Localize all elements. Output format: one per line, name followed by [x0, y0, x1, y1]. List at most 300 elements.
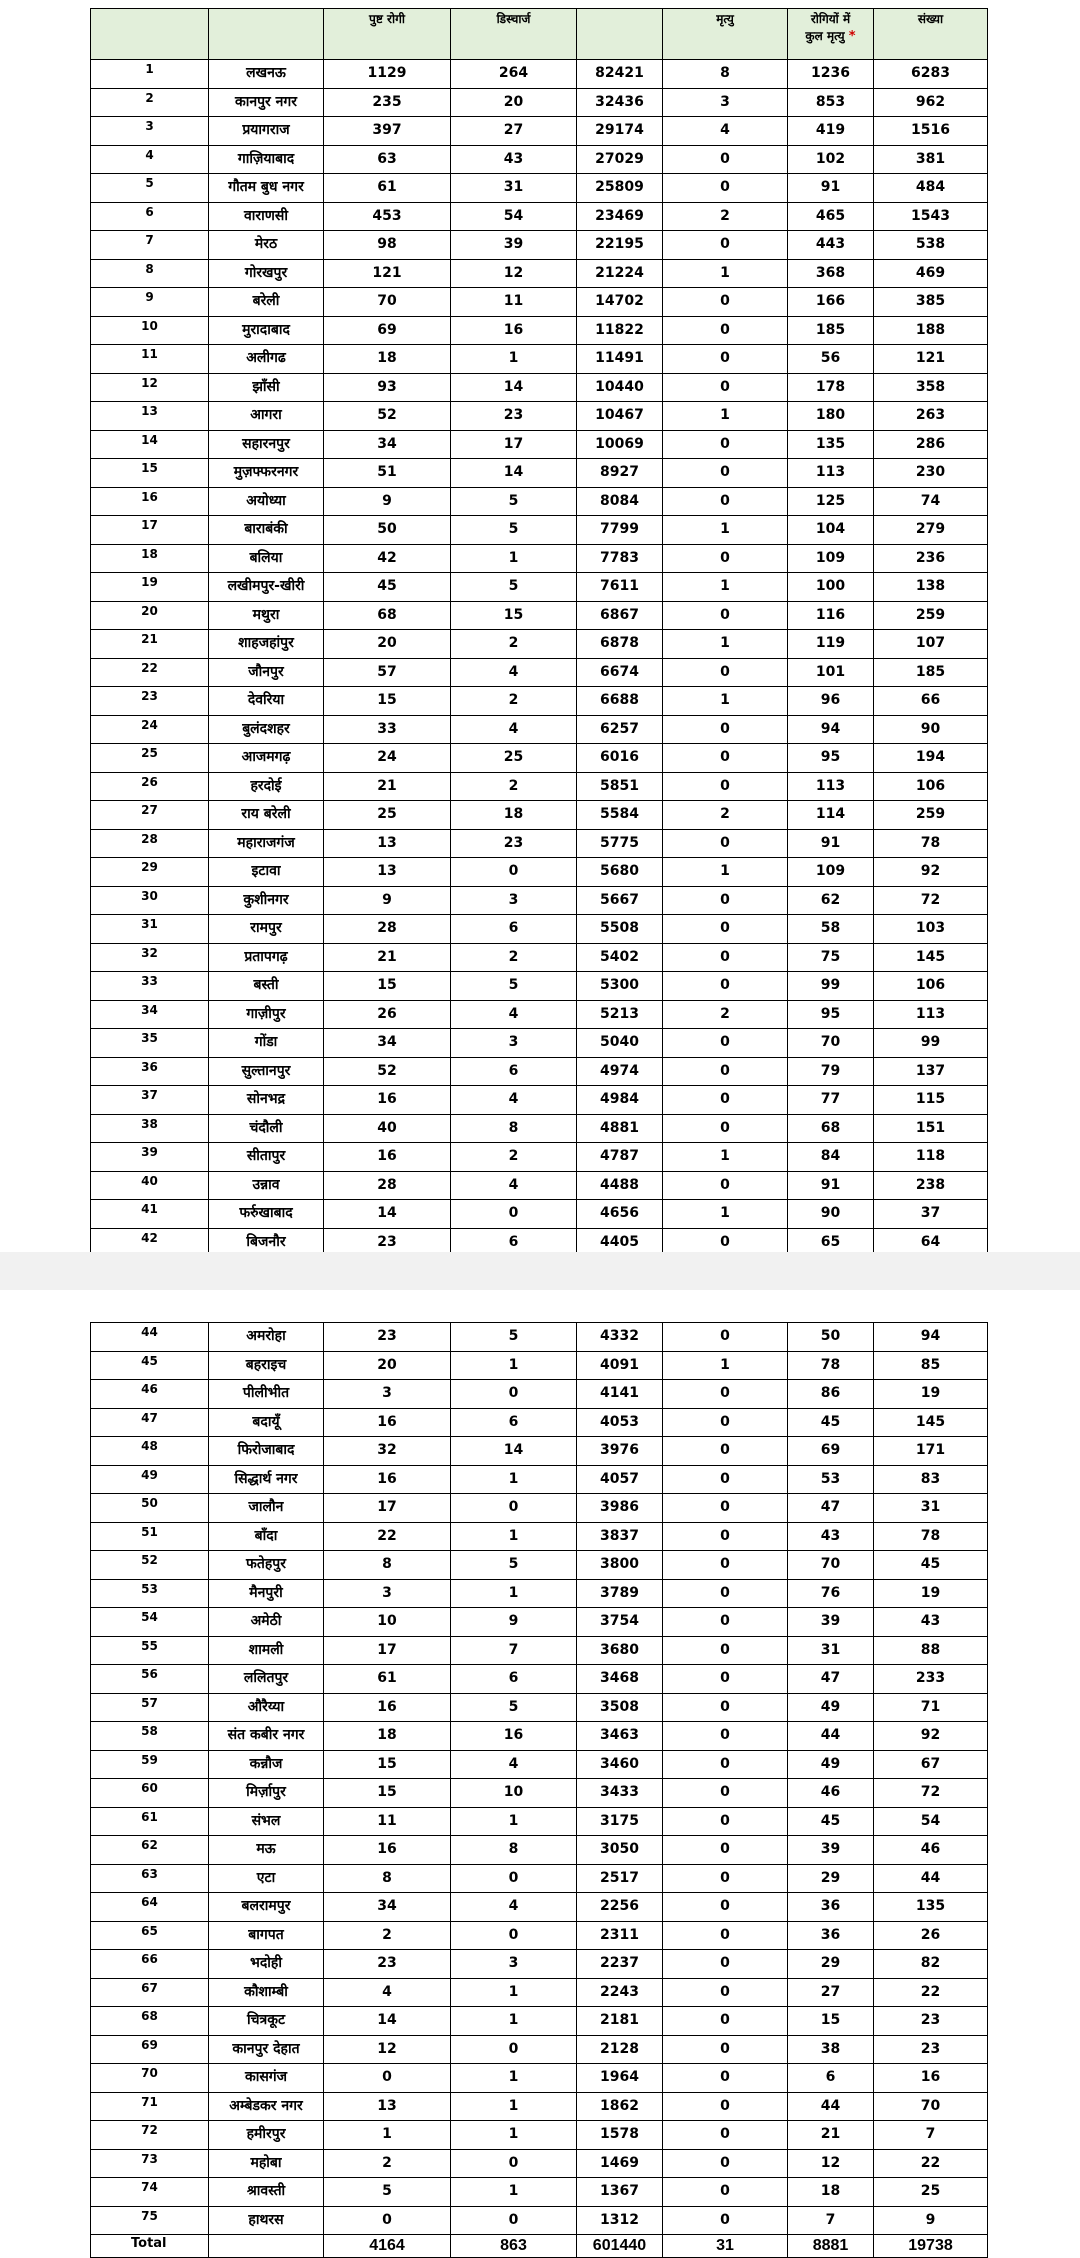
cell-positive: 0 [324, 2064, 451, 2093]
cell-discharged: 4 [451, 658, 577, 687]
table-row [91, 402, 988, 431]
cell-deaths: 1 [663, 687, 788, 716]
cell-deaths: 0 [663, 715, 788, 744]
cell-discharged: 43 [451, 145, 577, 174]
cell-district: लखीमपुर-खीरी [209, 573, 324, 602]
cell-district: देवरिया [209, 687, 324, 716]
cell-count: 90 [874, 715, 988, 744]
cell-cumulative-deaths: 853 [788, 88, 874, 117]
cell-deaths: 0 [663, 174, 788, 203]
cell-positive: 11 [324, 1807, 451, 1836]
cell-sno: 66 [91, 1950, 209, 1979]
cell-count: 67 [874, 1750, 988, 1779]
cell-deaths: 0 [663, 943, 788, 972]
header-count: संख्या [874, 9, 988, 60]
cell-discharged: 1 [451, 1579, 577, 1608]
cell-district: गौतम बुध नगर [209, 174, 324, 203]
cell-district: कानपुर नगर [209, 88, 324, 117]
table-row [91, 943, 988, 972]
cell-total: 3175 [577, 1807, 663, 1836]
cell-positive: 21 [324, 943, 451, 972]
table-row [91, 1086, 988, 1115]
cell-positive: 1129 [324, 60, 451, 89]
cell-discharged: 11 [451, 288, 577, 317]
cell-deaths: 0 [663, 145, 788, 174]
cell-district: शाहजहांपुर [209, 630, 324, 659]
header-cumulative-deaths-line1: रोगियों में [810, 12, 851, 26]
cell-cumulative-deaths: 465 [788, 202, 874, 231]
cell-cumulative-deaths: 79 [788, 1057, 874, 1086]
cell-district: मथुरा [209, 601, 324, 630]
cell-total: 3433 [577, 1779, 663, 1808]
table-row [91, 430, 988, 459]
cell-count: 19 [874, 1579, 988, 1608]
cell-discharged: 1 [451, 2064, 577, 2093]
cell-total: 3789 [577, 1579, 663, 1608]
cell-total: 11822 [577, 316, 663, 345]
cell-deaths: 1 [663, 630, 788, 659]
cell-positive: 34 [324, 1893, 451, 1922]
table-row [91, 915, 988, 944]
cell-count: 115 [874, 1086, 988, 1115]
cell-total: 6878 [577, 630, 663, 659]
cell-district: पीलीभीत [209, 1380, 324, 1409]
cell-count: 70 [874, 2092, 988, 2121]
cell-count: 279 [874, 516, 988, 545]
cell-count: 7 [874, 2121, 988, 2150]
cell-deaths: 0 [663, 886, 788, 915]
cell-positive: 121 [324, 259, 451, 288]
table-body-part-2 [91, 1323, 988, 2235]
table-row [91, 1950, 988, 1979]
cell-count: 188 [874, 316, 988, 345]
cell-cumulative-deaths: 38 [788, 2035, 874, 2064]
cell-positive: 16 [324, 1693, 451, 1722]
cell-positive: 21 [324, 772, 451, 801]
cell-deaths: 2 [663, 801, 788, 830]
cell-positive: 34 [324, 430, 451, 459]
cell-cumulative-deaths: 135 [788, 430, 874, 459]
cell-total: 23469 [577, 202, 663, 231]
cell-count: 72 [874, 1779, 988, 1808]
cell-deaths: 0 [663, 544, 788, 573]
cell-deaths: 0 [663, 231, 788, 260]
cell-deaths: 0 [663, 1437, 788, 1466]
cell-district: वाराणसी [209, 202, 324, 231]
cell-deaths: 0 [663, 1978, 788, 2007]
cell-sno: 10 [91, 316, 209, 345]
header-positive: पुष्ट रोगी [324, 9, 451, 60]
cell-total: 3754 [577, 1608, 663, 1637]
cell-cumulative-deaths: 39 [788, 1608, 874, 1637]
cell-cumulative-deaths: 166 [788, 288, 874, 317]
cell-deaths: 1 [663, 259, 788, 288]
cell-sno: 8 [91, 259, 209, 288]
cell-sno: 64 [91, 1893, 209, 1922]
cell-cumulative-deaths: 178 [788, 373, 874, 402]
cell-discharged: 6 [451, 1665, 577, 1694]
table-body-part-1 [91, 60, 988, 1286]
cell-count: 381 [874, 145, 988, 174]
cell-positive: 235 [324, 88, 451, 117]
cell-count: 121 [874, 345, 988, 374]
cell-count: 23 [874, 2035, 988, 2064]
cell-positive: 25 [324, 801, 451, 830]
cell-discharged: 27 [451, 117, 577, 146]
cell-cumulative-deaths: 12 [788, 2149, 874, 2178]
cell-sno: 68 [91, 2007, 209, 2036]
cell-count: 37 [874, 1200, 988, 1229]
cell-total: 5300 [577, 972, 663, 1001]
cell-district: अलीगढ [209, 345, 324, 374]
header-sno [91, 9, 209, 60]
cell-district: जौनपुर [209, 658, 324, 687]
table-row [91, 117, 988, 146]
cell-district: फिरोजाबाद [209, 1437, 324, 1466]
cell-count: 385 [874, 288, 988, 317]
cell-count: 44 [874, 1864, 988, 1893]
cell-sno: 19 [91, 573, 209, 602]
cell-positive: 52 [324, 1057, 451, 1086]
cell-total: 25809 [577, 174, 663, 203]
cell-cumulative-deaths: 104 [788, 516, 874, 545]
cell-total: 6867 [577, 601, 663, 630]
page-separator [0, 1252, 1080, 1290]
cell-district: बहराइच [209, 1351, 324, 1380]
table-row [91, 231, 988, 260]
cell-district: संभल [209, 1807, 324, 1836]
table-row [91, 1779, 988, 1808]
cell-district: चंदौली [209, 1114, 324, 1143]
cell-total: 5584 [577, 801, 663, 830]
cell-discharged: 1 [451, 1465, 577, 1494]
cell-district: फर्रुखाबाद [209, 1200, 324, 1229]
cell-deaths: 0 [663, 1779, 788, 1808]
cell-discharged: 14 [451, 459, 577, 488]
cell-total: 8084 [577, 487, 663, 516]
cell-count: 64 [874, 1228, 988, 1257]
cell-district: मैनपुरी [209, 1579, 324, 1608]
cell-discharged: 0 [451, 2206, 577, 2235]
cell-discharged: 2 [451, 1143, 577, 1172]
cell-cumulative-deaths: 114 [788, 801, 874, 830]
cell-deaths: 0 [663, 772, 788, 801]
cell-total: 1367 [577, 2178, 663, 2207]
cell-cumulative-deaths: 62 [788, 886, 874, 915]
cell-discharged: 264 [451, 60, 577, 89]
cell-cumulative-deaths: 69 [788, 1437, 874, 1466]
cell-cumulative-deaths: 70 [788, 1029, 874, 1058]
cell-cumulative-deaths: 95 [788, 1000, 874, 1029]
table-row [91, 886, 988, 915]
table-row [91, 2149, 988, 2178]
total-district [209, 2235, 324, 2258]
cell-count: 135 [874, 1893, 988, 1922]
cell-district: अयोध्या [209, 487, 324, 516]
cell-discharged: 25 [451, 744, 577, 773]
table-row [91, 1057, 988, 1086]
cell-deaths: 0 [663, 601, 788, 630]
cell-total: 5213 [577, 1000, 663, 1029]
cell-deaths: 0 [663, 1836, 788, 1865]
cell-deaths: 0 [663, 972, 788, 1001]
cell-positive: 23 [324, 1950, 451, 1979]
cell-discharged: 7 [451, 1636, 577, 1665]
cell-total: 82421 [577, 60, 663, 89]
cell-positive: 10 [324, 1608, 451, 1637]
cell-district: बुलंदशहर [209, 715, 324, 744]
cell-district: चित्रकूट [209, 2007, 324, 2036]
cell-cumulative-deaths: 36 [788, 1921, 874, 1950]
cell-district: इटावा [209, 858, 324, 887]
cell-positive: 34 [324, 1029, 451, 1058]
table-row [91, 1114, 988, 1143]
header-cumulative-deaths [788, 9, 874, 60]
cell-district: बदायूँ [209, 1408, 324, 1437]
cell-deaths: 0 [663, 1864, 788, 1893]
cell-total: 6688 [577, 687, 663, 716]
cell-district: कानपुर देहात [209, 2035, 324, 2064]
cell-positive: 26 [324, 1000, 451, 1029]
cell-discharged: 1 [451, 2092, 577, 2121]
cell-cumulative-deaths: 58 [788, 915, 874, 944]
header-cumulative-deaths-line2: कुल मृत्यु [805, 29, 845, 43]
cell-count: 145 [874, 943, 988, 972]
cell-discharged: 12 [451, 259, 577, 288]
cell-discharged: 5 [451, 1323, 577, 1352]
cell-positive: 18 [324, 345, 451, 374]
cell-district: हरदोई [209, 772, 324, 801]
table-row [91, 288, 988, 317]
cell-sno: 7 [91, 231, 209, 260]
cell-sno: 25 [91, 744, 209, 773]
cell-district: महोबा [209, 2149, 324, 2178]
cell-discharged: 1 [451, 1351, 577, 1380]
cell-district: बलरामपुर [209, 1893, 324, 1922]
cell-total: 5680 [577, 858, 663, 887]
cell-sno: 3 [91, 117, 209, 146]
cell-discharged: 1 [451, 2121, 577, 2150]
footnote-mark: * [848, 29, 856, 44]
cell-sno: 51 [91, 1522, 209, 1551]
header-district [209, 9, 324, 60]
cell-sno: 39 [91, 1143, 209, 1172]
cell-district: महाराजगंज [209, 829, 324, 858]
cell-total: 4787 [577, 1143, 663, 1172]
cell-district: संत कबीर नगर [209, 1722, 324, 1751]
cell-district: मिर्ज़ापुर [209, 1779, 324, 1808]
cell-total: 10467 [577, 402, 663, 431]
cell-total: 2181 [577, 2007, 663, 2036]
table-row [91, 1522, 988, 1551]
cell-discharged: 0 [451, 858, 577, 887]
cell-district: बाँदा [209, 1522, 324, 1551]
cell-deaths: 0 [663, 1608, 788, 1637]
table-row [91, 1171, 988, 1200]
cell-count: 194 [874, 744, 988, 773]
cell-district: उन्नाव [209, 1171, 324, 1200]
cell-discharged: 3 [451, 886, 577, 915]
cell-discharged: 1 [451, 1522, 577, 1551]
cell-count: 78 [874, 1522, 988, 1551]
cell-total: 3976 [577, 1437, 663, 1466]
cell-cumulative-deaths: 99 [788, 972, 874, 1001]
cell-positive: 22 [324, 1522, 451, 1551]
cell-positive: 57 [324, 658, 451, 687]
cell-count: 23 [874, 2007, 988, 2036]
cell-total: 3468 [577, 1665, 663, 1694]
cell-cumulative-deaths: 116 [788, 601, 874, 630]
table-row [91, 858, 988, 887]
cell-deaths: 0 [663, 2206, 788, 2235]
total-deaths: 31 [663, 2235, 788, 2258]
cell-district: आगरा [209, 402, 324, 431]
table-row [91, 1380, 988, 1409]
table-row [91, 972, 988, 1001]
table-row [91, 1579, 988, 1608]
cell-count: 358 [874, 373, 988, 402]
table-row [91, 316, 988, 345]
table-row [91, 145, 988, 174]
cell-sno: 20 [91, 601, 209, 630]
cell-cumulative-deaths: 94 [788, 715, 874, 744]
cell-deaths: 2 [663, 1000, 788, 1029]
cell-total: 5402 [577, 943, 663, 972]
cell-total: 4141 [577, 1380, 663, 1409]
cell-deaths: 1 [663, 1143, 788, 1172]
table-row [91, 1029, 988, 1058]
cell-discharged: 5 [451, 1551, 577, 1580]
cell-deaths: 0 [663, 2121, 788, 2150]
table-row [91, 630, 988, 659]
cell-district: सिद्धार्थ नगर [209, 1465, 324, 1494]
cell-district: आजमगढ़ [209, 744, 324, 773]
cell-cumulative-deaths: 29 [788, 1864, 874, 1893]
table-row [91, 1722, 988, 1751]
cell-discharged: 9 [451, 1608, 577, 1637]
cell-cumulative-deaths: 185 [788, 316, 874, 345]
cell-deaths: 1 [663, 402, 788, 431]
cell-positive: 45 [324, 573, 451, 602]
cell-cumulative-deaths: 45 [788, 1408, 874, 1437]
cell-district: सोनभद्र [209, 1086, 324, 1115]
table-row [91, 658, 988, 687]
cell-deaths: 0 [663, 1086, 788, 1115]
cell-positive: 2 [324, 1921, 451, 1950]
cell-discharged: 23 [451, 829, 577, 858]
cell-cumulative-deaths: 53 [788, 1465, 874, 1494]
cell-positive: 20 [324, 630, 451, 659]
cell-sno: 2 [91, 88, 209, 117]
cell-district: फतेहपुर [209, 1551, 324, 1580]
cell-discharged: 8 [451, 1114, 577, 1143]
cell-count: 145 [874, 1408, 988, 1437]
cell-deaths: 0 [663, 2007, 788, 2036]
cell-total: 10069 [577, 430, 663, 459]
cell-cumulative-deaths: 86 [788, 1380, 874, 1409]
cell-count: 106 [874, 972, 988, 1001]
cell-positive: 61 [324, 1665, 451, 1694]
cell-sno: 75 [91, 2206, 209, 2235]
table-row [91, 1636, 988, 1665]
cell-positive: 14 [324, 2007, 451, 2036]
cell-sno: 12 [91, 373, 209, 402]
cell-discharged: 2 [451, 772, 577, 801]
table-row [91, 829, 988, 858]
cell-sno: 44 [91, 1323, 209, 1352]
cell-discharged: 6 [451, 1408, 577, 1437]
cell-deaths: 0 [663, 1636, 788, 1665]
table-row [91, 1693, 988, 1722]
table-row [91, 1551, 988, 1580]
cell-discharged: 4 [451, 1000, 577, 1029]
cell-discharged: 1 [451, 2178, 577, 2207]
cell-cumulative-deaths: 109 [788, 544, 874, 573]
cell-cumulative-deaths: 77 [788, 1086, 874, 1115]
cell-sno: 59 [91, 1750, 209, 1779]
table-row [91, 373, 988, 402]
cell-count: 66 [874, 687, 988, 716]
cell-discharged: 4 [451, 1086, 577, 1115]
cell-cumulative-deaths: 91 [788, 174, 874, 203]
cell-district: गोरखपुर [209, 259, 324, 288]
cell-discharged: 20 [451, 88, 577, 117]
cell-sno: 1 [91, 60, 209, 89]
table-row [91, 2092, 988, 2121]
cell-positive: 15 [324, 1750, 451, 1779]
cell-sno: 4 [91, 145, 209, 174]
cell-count: 46 [874, 1836, 988, 1865]
cell-discharged: 39 [451, 231, 577, 260]
cell-positive: 15 [324, 972, 451, 1001]
cell-deaths: 1 [663, 1200, 788, 1229]
cell-sno: 11 [91, 345, 209, 374]
cell-cumulative-deaths: 29 [788, 1950, 874, 1979]
document-page-2 [0, 1290, 1080, 2254]
cell-total: 5040 [577, 1029, 663, 1058]
cell-deaths: 0 [663, 2092, 788, 2121]
cell-cumulative-deaths: 31 [788, 1636, 874, 1665]
cell-deaths: 3 [663, 88, 788, 117]
table-row [91, 345, 988, 374]
cell-cumulative-deaths: 96 [788, 687, 874, 716]
cell-sno: 27 [91, 801, 209, 830]
cell-count: 230 [874, 459, 988, 488]
cell-count: 263 [874, 402, 988, 431]
cell-deaths: 0 [663, 2035, 788, 2064]
table-header-row [91, 9, 988, 60]
cell-cumulative-deaths: 36 [788, 1893, 874, 1922]
cell-count: 74 [874, 487, 988, 516]
cell-count: 137 [874, 1057, 988, 1086]
cell-deaths: 0 [663, 915, 788, 944]
cell-deaths: 0 [663, 1228, 788, 1257]
table-row [91, 1200, 988, 1229]
table-row [91, 516, 988, 545]
cell-sno: 56 [91, 1665, 209, 1694]
cell-deaths: 0 [663, 744, 788, 773]
cell-discharged: 1 [451, 1978, 577, 2007]
cell-cumulative-deaths: 70 [788, 1551, 874, 1580]
cell-positive: 3 [324, 1380, 451, 1409]
cell-cumulative-deaths: 47 [788, 1494, 874, 1523]
cell-total: 3508 [577, 1693, 663, 1722]
table-row [91, 1494, 988, 1523]
cell-positive: 23 [324, 1323, 451, 1352]
cell-discharged: 0 [451, 2035, 577, 2064]
cell-positive: 98 [324, 231, 451, 260]
cell-deaths: 0 [663, 829, 788, 858]
